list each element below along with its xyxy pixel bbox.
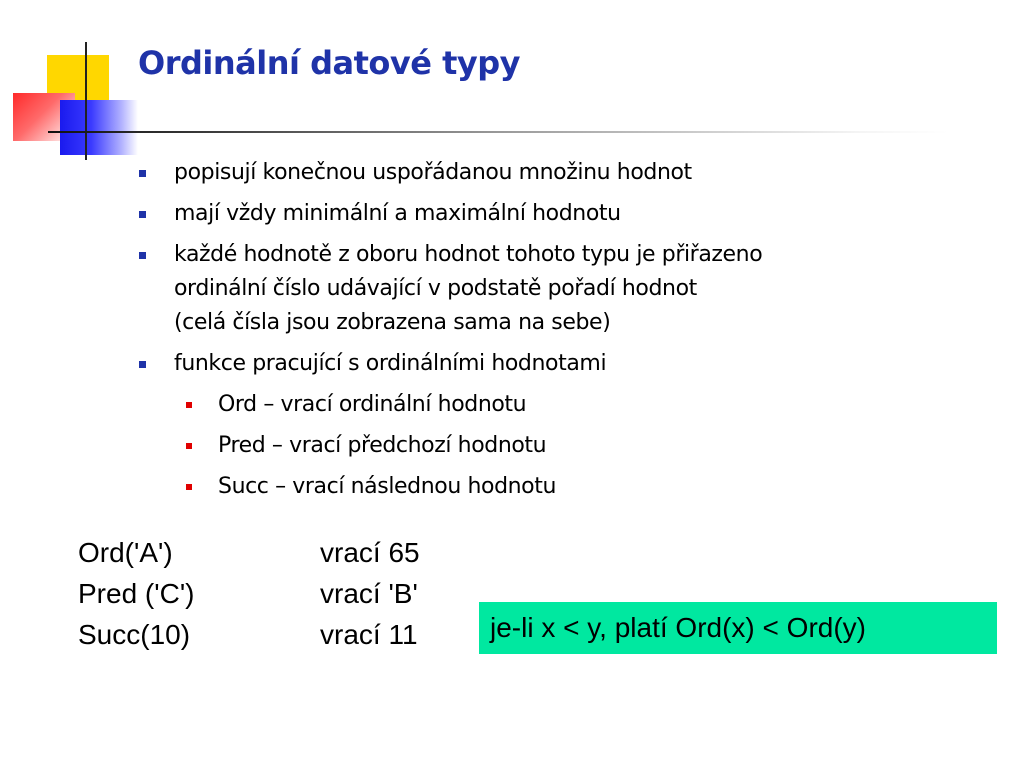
title-underline	[48, 131, 948, 133]
decor-blue-block	[60, 100, 138, 155]
example-row	[78, 573, 420, 614]
example-result: vrací 65	[320, 537, 420, 568]
sub-bullet-item: Pred – vrací předchozí hodnotu	[136, 429, 762, 463]
bullet-item: popisují konečnou uspořádanou množinu hodnot	[136, 156, 762, 190]
ordinal-rule-box: je-li x < y, platí Ord(x) < Ord(y)	[479, 602, 997, 654]
example-expression: Pred ('C')	[78, 578, 195, 609]
decor-vertical-line	[85, 42, 87, 160]
slide-title: Ordinální datové typy	[138, 44, 520, 82]
bullet-line: každé hodnotě z oboru hodnot tohoto typu je přiřazeno	[174, 242, 763, 267]
example-result: vrací 'B'	[320, 578, 418, 609]
examples-block	[78, 532, 420, 655]
example-expression: Succ(10)	[78, 619, 191, 650]
sub-bullet-item: Ord – vrací ordinální hodnotu	[136, 388, 762, 422]
bullet-item: funkce pracující s ordinálními hodnotami	[136, 347, 762, 381]
bullet-line: (celá čísla jsou zobrazena sama na sebe)	[174, 310, 611, 335]
example-expression: Ord('A')	[78, 537, 173, 568]
bullet-line: ordinální číslo udávající v podstatě pořadí hodnot	[174, 276, 697, 301]
bullet-item: mají vždy minimální a maximální hodnotu	[136, 197, 762, 231]
bullet-list	[136, 156, 762, 511]
example-row	[78, 614, 420, 655]
example-result: vrací 11	[320, 619, 418, 650]
example-row	[78, 532, 420, 573]
sub-bullet-item: Succ – vrací následnou hodnotu	[136, 470, 762, 504]
bullet-item-multiline	[136, 238, 762, 340]
